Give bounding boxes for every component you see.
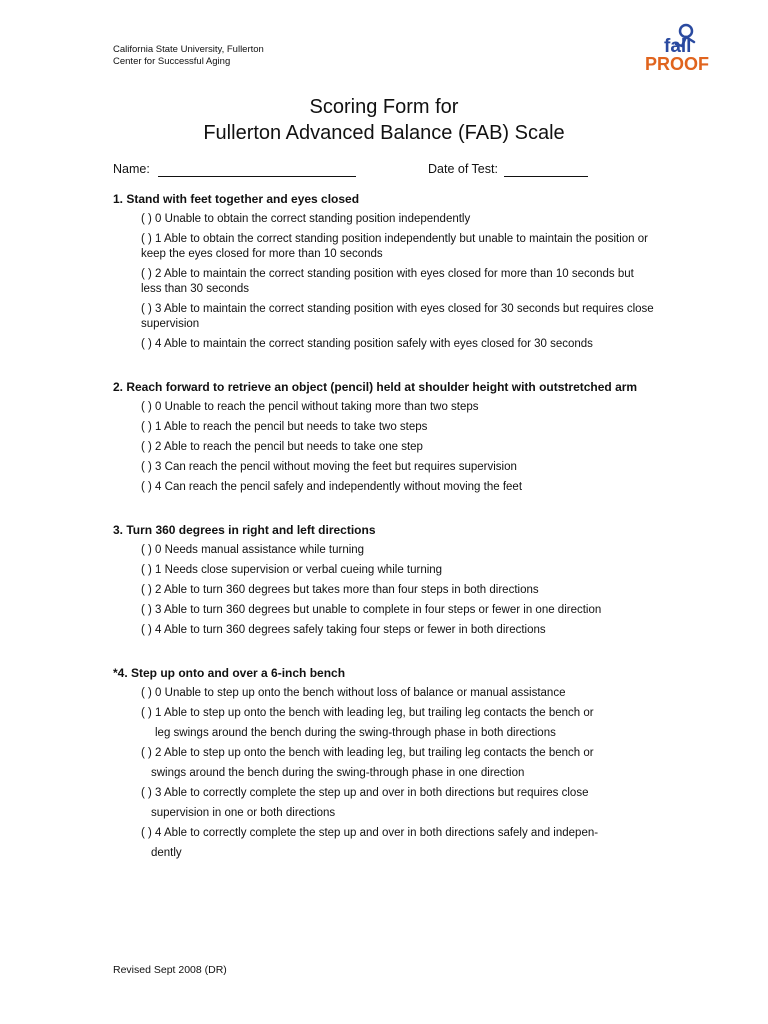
title-line-1: Scoring Form for [309, 96, 459, 118]
section-2 [113, 379, 713, 495]
institution-name: California State University, Fullerton [113, 44, 264, 55]
institution-header [113, 44, 264, 68]
name-label: Name: [113, 162, 150, 176]
page-title [0, 94, 768, 146]
option-item[interactable]: ( ) 1 Able to reach the pencil but needs to take two steps [141, 421, 428, 433]
name-field[interactable] [158, 162, 356, 177]
option-item[interactable]: ( ) 1 Able to obtain the correct standing position independently but unable to maintain the position or keep the eyes closed for more than 10 seconds [141, 233, 648, 260]
form-fields-row [113, 162, 713, 180]
option-item[interactable]: ( ) 1 Needs close supervision or verbal cueing while turning [141, 564, 443, 576]
option-item[interactable]: ( ) 2 Able to step up onto the bench with leading leg, but trailing leg contacts the bench or swings around the bench during the swing-through phase in one direction [141, 747, 594, 779]
title-line-2: Fullerton Advanced Balance (FAB) Scale [203, 122, 565, 144]
section-heading: 2. Reach forward to retrieve an object (pencil) held at shoulder height with outstretched arm [113, 380, 638, 394]
center-name: Center for Successful Aging [113, 56, 231, 67]
logo-text-bottom: PROOF [645, 54, 710, 74]
section-3 [113, 522, 713, 638]
section-heading: 3. Turn 360 degrees in right and left directions [113, 523, 376, 537]
option-item[interactable]: ( ) 0 Needs manual assistance while turning [141, 544, 365, 556]
option-item[interactable]: ( ) 2 Able to turn 360 degrees but takes more than four steps in both directions [141, 584, 539, 596]
option-item[interactable]: ( ) 4 Able to correctly complete the step up and over in both directions safely and indepen- dently [141, 827, 599, 859]
option-item[interactable]: ( ) 4 Able to turn 360 degrees safely taking four steps or fewer in both directions [141, 624, 546, 636]
fall-proof-logo [636, 22, 712, 74]
section-heading: *4. Step up onto and over a 6-inch bench [113, 666, 346, 680]
option-item[interactable]: ( ) 0 Unable to step up onto the bench without loss of balance or manual assistance [141, 687, 566, 699]
option-item[interactable]: ( ) 3 Able to turn 360 degrees but unable to complete in four steps or fewer in one direction [141, 604, 602, 616]
revision-footer: Revised Sept 2008 (DR) [113, 964, 227, 976]
option-item[interactable]: ( ) 4 Can reach the pencil safely and independently without moving the feet [141, 481, 523, 493]
fall-proof-logo-graphic [636, 22, 712, 74]
section-4 [113, 665, 713, 861]
date-label: Date of Test: [428, 162, 498, 176]
option-item[interactable]: ( ) 3 Able to correctly complete the step up and over in both directions but requires close supervision in one or both directions [141, 787, 589, 819]
option-item[interactable]: ( ) 4 Able to maintain the correct standing position safely with eyes closed for 30 seconds [141, 338, 593, 350]
option-item[interactable]: ( ) 3 Able to maintain the correct standing position with eyes closed for 30 seconds but requires close supervision [141, 303, 654, 330]
section-1 [113, 191, 713, 352]
logo-text-top: fall [664, 36, 692, 57]
section-heading: 1. Stand with feet together and eyes closed [113, 192, 360, 206]
option-item[interactable]: ( ) 3 Can reach the pencil without moving the feet but requires supervision [141, 461, 517, 473]
option-item[interactable]: ( ) 1 Able to step up onto the bench with leading leg, but trailing leg contacts the bench or leg swings around the bench during the swing-through phase in both directions [141, 707, 594, 739]
option-item[interactable]: ( ) 0 Unable to reach the pencil without taking more than two steps [141, 401, 479, 413]
option-item[interactable]: ( ) 2 Able to reach the pencil but needs to take one step [141, 441, 423, 453]
option-item[interactable]: ( ) 0 Unable to obtain the correct standing position independently [141, 213, 471, 225]
date-field[interactable] [504, 162, 588, 177]
option-item[interactable]: ( ) 2 Able to maintain the correct standing position with eyes closed for more than 10 seconds but less than 30 seconds [141, 268, 634, 295]
